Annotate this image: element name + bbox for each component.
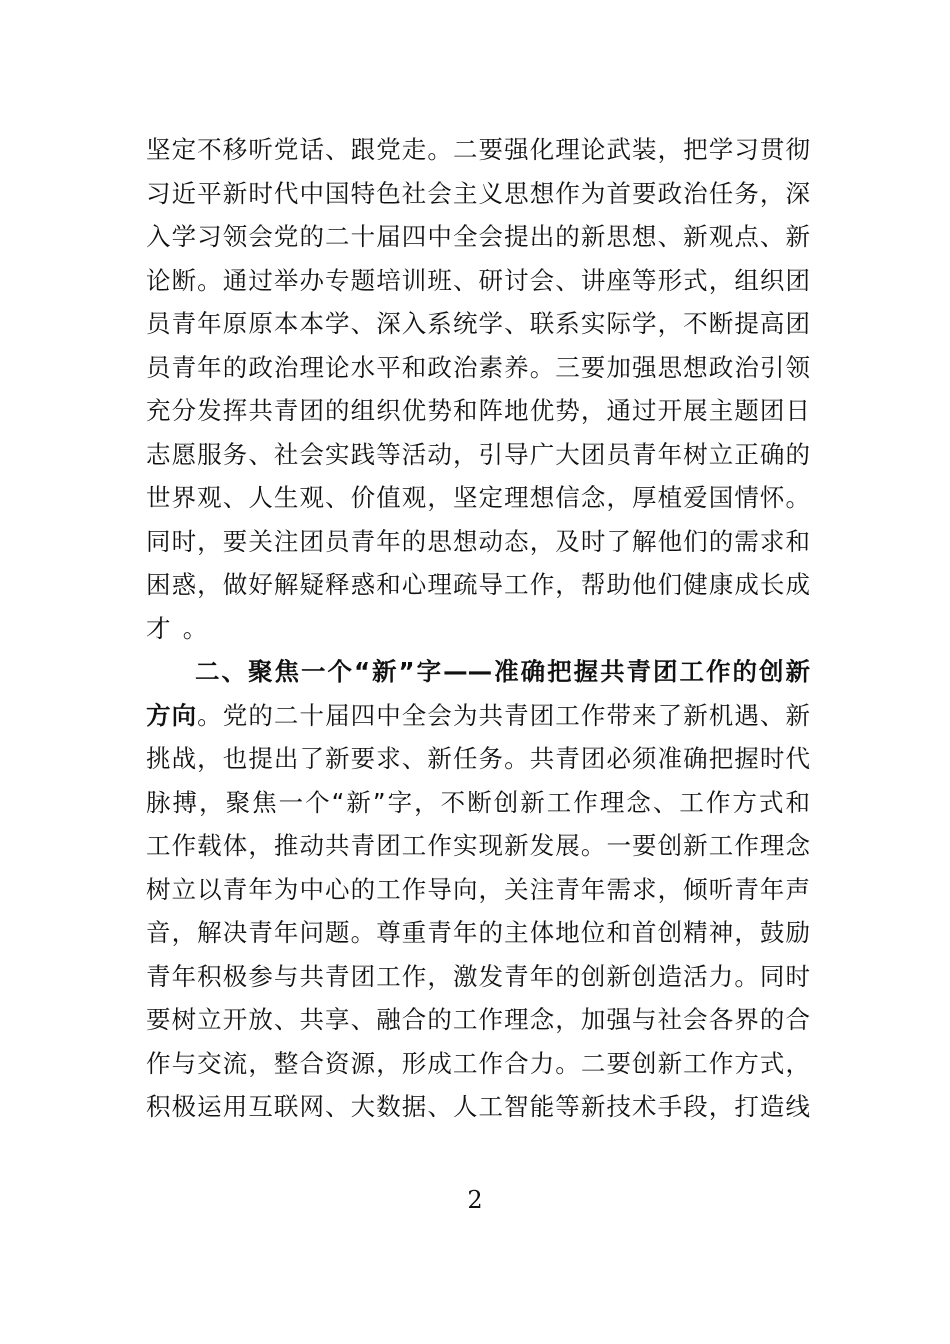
text-line: 世界观、人生观、价值观，坚定理想信念，厚植爱国情怀。: [146, 483, 810, 512]
text-line: 脉搏，聚焦一个“新”字，不断创新工作理念、工作方式和: [146, 787, 810, 817]
text-line: 工作载体，推动共青团工作实现新发展。一要创新工作理念: [146, 831, 810, 860]
text-line: 同时，要关注团员青年的思想动态，及时了解他们的需求和: [146, 526, 810, 556]
text-line: 入学习领会党的二十届四中全会提出的新思想、新观点、新: [146, 222, 810, 251]
text-line: 坚定不移听党话、跟党走。二要强化理论武装，把学习贯彻: [146, 135, 810, 164]
text-line: 志愿服务、社会实践等活动，引导广大团员青年树立正确的: [146, 439, 810, 469]
text-line: 才。: [146, 613, 220, 643]
text-line: 员青年的政治理论水平和政治素养。三要加强思想政治引领: [146, 352, 810, 382]
body-text: [146, 128, 810, 1129]
text-line: 习近平新时代中国特色社会主义思想作为首要政治任务，深: [146, 178, 810, 208]
text-line: 树立以青年为中心的工作导向，关注青年需求，倾听青年声: [146, 874, 810, 904]
text-line: 挑战，也提出了新要求、新任务。共青团必须准确把握时代: [146, 744, 810, 773]
text-line: 论断。通过举办专题培训班、研讨会、讲座等形式，组织团: [146, 265, 810, 295]
text-line: [146, 694, 810, 738]
text-line: 困惑，做好解疑释惑和心理疏导工作，帮助他们健康成长成: [146, 570, 810, 599]
text-line: 积极运用互联网、大数据、人工智能等新技术手段，打造线: [146, 1092, 810, 1121]
section-heading: 二、聚焦一个“新”字——准确把握共青团工作的创新: [195, 657, 810, 686]
text-line: 青年积极参与共青团工作，激发青年的创新创造活力。同时: [146, 961, 810, 991]
text-line: 作与交流，整合资源，形成工作合力。二要创新工作方式，: [146, 1048, 810, 1078]
text-line: 要树立开放、共享、融合的工作理念，加强与社会各界的合: [146, 1005, 810, 1034]
text-line: 充分发挥共青团的组织优势和阵地优势，通过开展主题团日: [146, 396, 810, 425]
text-line: 员青年原原本本学、深入系统学、联系实际学，不断提高团: [146, 309, 810, 338]
page-number: 2: [467, 1186, 483, 1214]
section-heading-end: 方向: [146, 700, 198, 730]
text-fragment: 。党的二十届四中全会为共青团工作带来了新机遇、新: [197, 700, 811, 730]
text-line: 音，解决青年问题。尊重青年的主体地位和首创精神，鼓励: [146, 918, 810, 947]
